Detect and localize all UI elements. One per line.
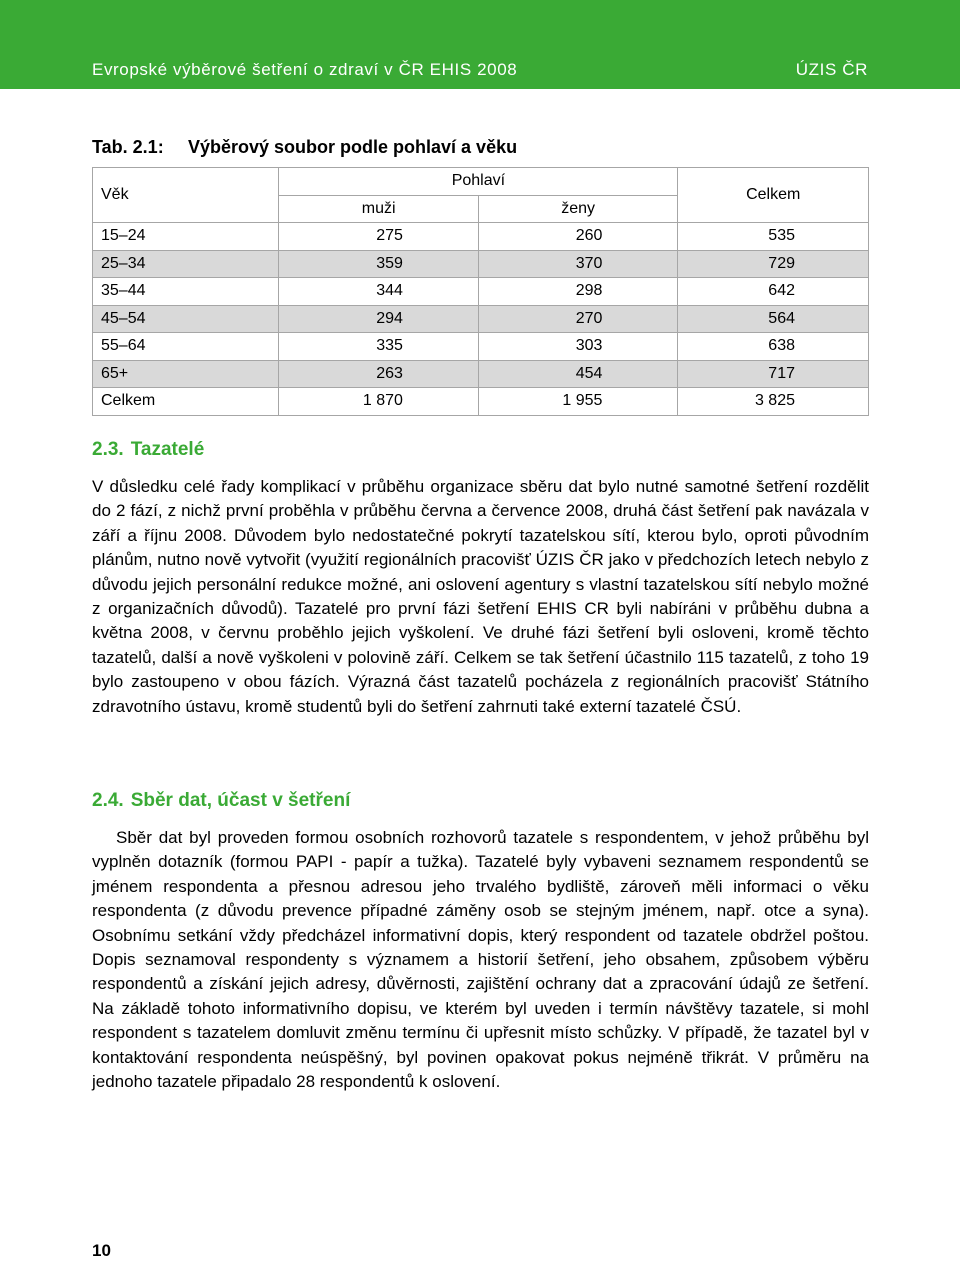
cell-total: 3 825: [678, 388, 869, 416]
cell-total: 717: [678, 360, 869, 388]
cell-age: 65+: [93, 360, 279, 388]
cell-total: 642: [678, 278, 869, 306]
institution-name: ÚZIS ČR: [795, 60, 868, 79]
cell-total: 535: [678, 223, 869, 251]
table-row: [93, 278, 869, 306]
document-title: Evropské výběrové šetření o zdraví v ČR EHIS 2008: [92, 60, 518, 79]
cell-women: 298: [478, 278, 678, 306]
cell-men: 1 870: [279, 388, 479, 416]
cell-women: 260: [478, 223, 678, 251]
cell-total: 638: [678, 333, 869, 361]
cell-women: 1 955: [478, 388, 678, 416]
cell-total: 729: [678, 250, 869, 278]
cell-women: 370: [478, 250, 678, 278]
section-heading-interviewers: [92, 439, 204, 461]
cell-women: 303: [478, 333, 678, 361]
cell-age: 35–44: [93, 278, 279, 306]
header-women: ženy: [478, 195, 678, 223]
table-row: [93, 223, 869, 251]
cell-men: 294: [279, 305, 479, 333]
paragraph-data-collection: Sběr dat byl proveden formou osobních rozhovorů tazatele s respondentem, v jehož průběhu byl vyplněn dotazník (formou PAPI - papír a tužka). Tazatelé byly vybaveni seznamem respondentů se jménem respondenta a přesnou adresou jeho trvalého bydliště, zároveň měli informaci o věku respondenta (z důvodu prevence případné záměny osob se stejným jménem, např. otce a syna). Osobnímu setkání vždy předcházel informativní dopis, který respondent od tazatele obdržel poštou. Dopis seznamoval respondenty s významem a historií šetření, jeho obsahem, způsobem výběru respondentů a získání jejich adresy, důvěrnosti, zajištění ochrany dat a zpracování údajů ze šetření. Na základě tohoto informativního dopisu, ve kterém byl uveden i termín návštěvy tazatele, si mohl respondent s tazatelem domluvit změnu termínu či upřesnit místo schůzky. V případě, že tazatel byl v kontaktování respondenta neúspěšný, byl povinen opakovat pokus nejméně třikrát. V průměru na jednoho tazatele připadalo 28 respondentů k oslovení.: [92, 828, 869, 1092]
cell-men: 335: [279, 333, 479, 361]
cell-age: 15–24: [93, 223, 279, 251]
header-age: Věk: [93, 168, 279, 223]
table-total-row: [93, 388, 869, 416]
section-number: 2.4.: [92, 790, 124, 811]
table-header-row: [93, 168, 869, 196]
table-row: [93, 250, 869, 278]
cell-age: 25–34: [93, 250, 279, 278]
cell-men: 359: [279, 250, 479, 278]
section-number: 2.3.: [92, 439, 124, 460]
table-caption-title: Výběrový soubor podle pohlaví a věku: [188, 137, 518, 157]
section-title: Sběr dat, účast v šetření: [130, 790, 351, 811]
header-sex: Pohlaví: [279, 168, 678, 196]
cell-men: 263: [279, 360, 479, 388]
table-row: [93, 333, 869, 361]
cell-men: 344: [279, 278, 479, 306]
page-number: 10: [92, 1241, 111, 1260]
cell-women: 454: [478, 360, 678, 388]
section-title: Tazatelé: [130, 439, 205, 460]
header-total: Celkem: [678, 168, 869, 223]
cell-age: Celkem: [93, 388, 279, 416]
header-bar: [0, 0, 960, 89]
paragraph-interviewers: V důsledku celé řady komplikací v průběhu organizace sběru dat bylo nutné samotné šetření rozdělit do 2 fází, z nichž první proběhla v průběhu června a července 2008, druhá část šetření pak navázala v září a říjnu 2008. Důvodem bylo nedostatečné pokrytí tazatelskou sítí, kterou bylo, oproti původním plánům, nutno nově vytvořit (využití regionálních pracovišť ÚZIS ČR jako v předchozích letech nebylo z důvodu jejich personální redukce možné, ani oslovení agentury s vlastní tazatelskou sítí nebylo možné z organizačních důvodů). Tazatelé pro první fázi šetření EHIS CR byli nabíráni v průběhu dubna a května 2008, v červnu proběhlo jejich vyškolení. Ve druhé fázi šetření byli osloveni, kromě těchto tazatelů, další a nově vyškoleni v polovině září. Celkem se tak šetření účastnilo 115 tazatelů, z toho 19 bylo zastoupeno v obou fázích. Výrazná část tazatelů pocházela z regionálních pracovišť Státního zdravotního ústavu, kromě studentů byli do šetření zahrnuti také externí tazatelé ČSÚ.: [92, 477, 869, 716]
cell-men: 275: [279, 223, 479, 251]
cell-total: 564: [678, 305, 869, 333]
cell-age: 55–64: [93, 333, 279, 361]
table-caption: [92, 137, 517, 158]
section-heading-data-collection: [92, 790, 350, 812]
cell-women: 270: [478, 305, 678, 333]
table-caption-number: Tab. 2.1:: [92, 137, 164, 157]
sample-table: [92, 167, 869, 416]
cell-age: 45–54: [93, 305, 279, 333]
table-row: [93, 360, 869, 388]
table-row: [93, 305, 869, 333]
header-men: muži: [279, 195, 479, 223]
